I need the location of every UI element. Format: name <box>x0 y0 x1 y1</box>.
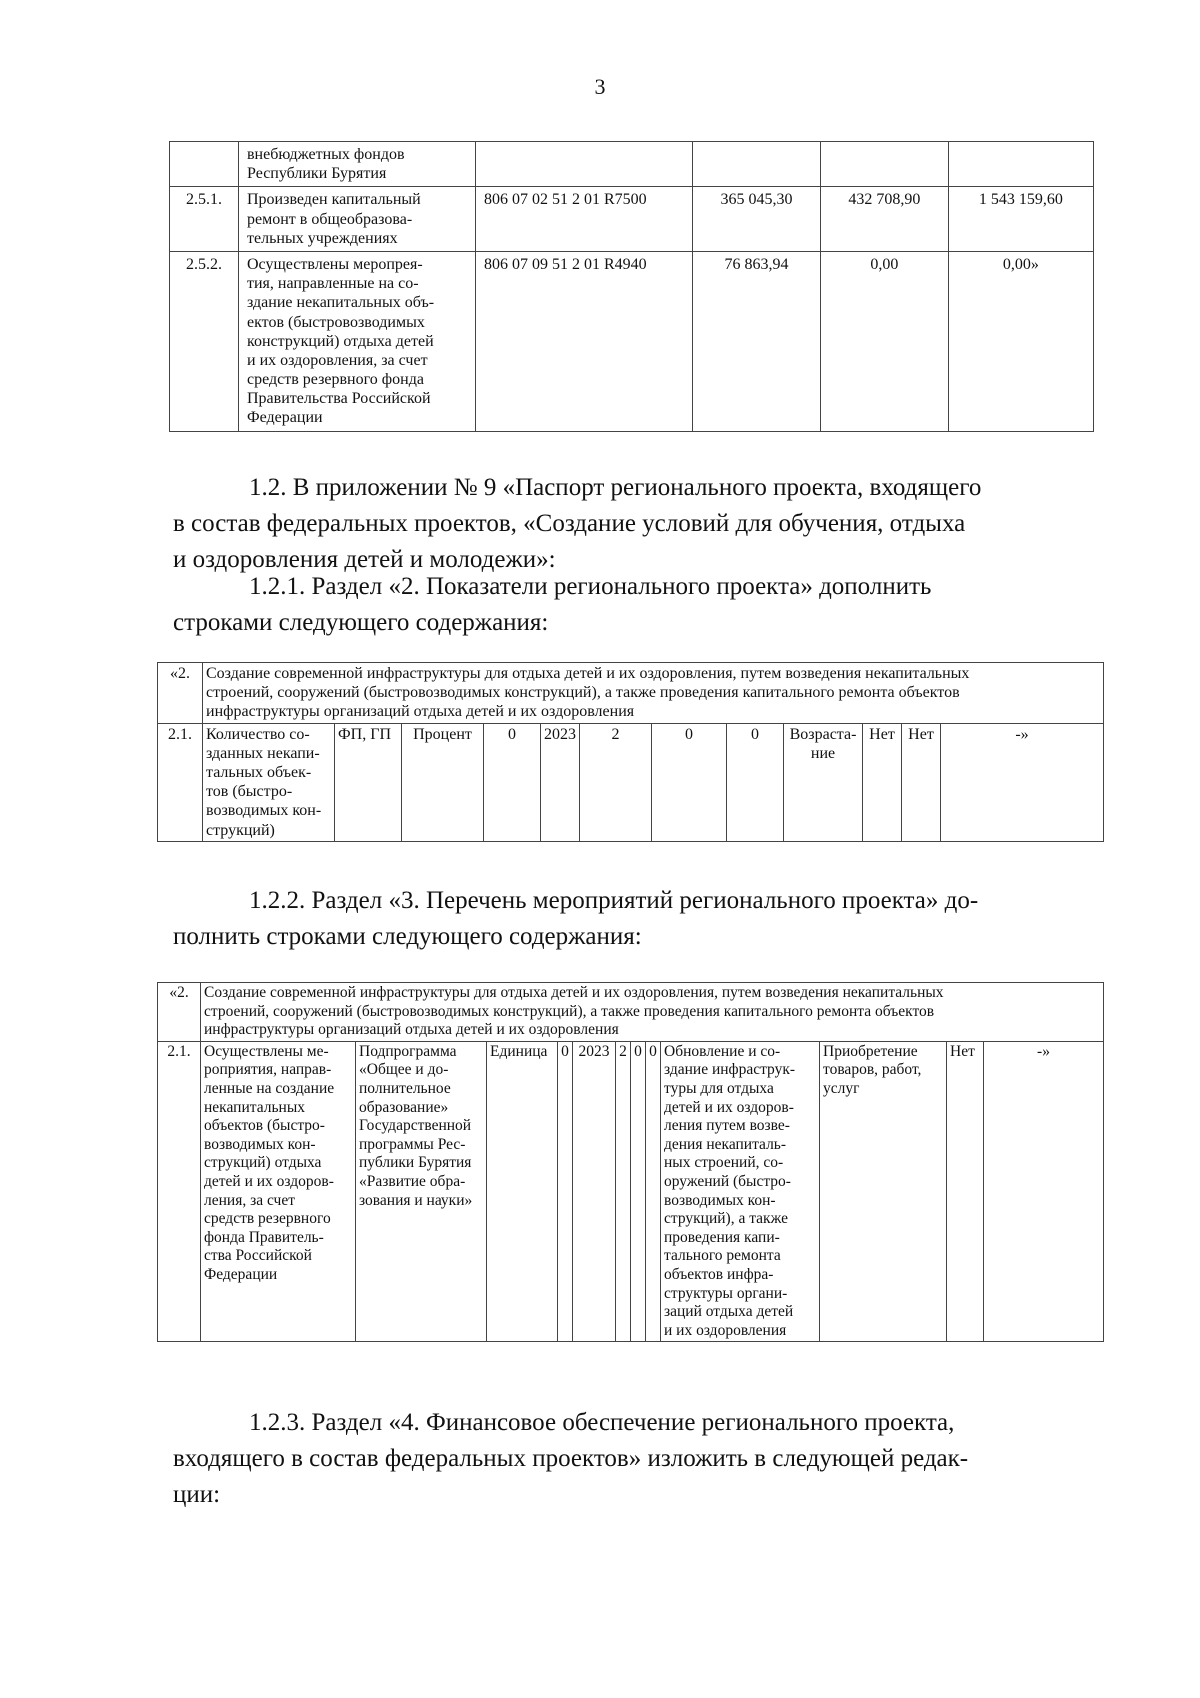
cell-line: здание некапитальных объ- <box>247 294 435 312</box>
flag-cell: Нет <box>947 1041 984 1342</box>
cell-line: возводимых кон- <box>664 1191 776 1209</box>
trend-cell <box>784 723 863 841</box>
cell-line: ние <box>810 744 836 762</box>
paragraph-1-2 <box>173 470 1093 578</box>
cell-line: Подпрограмма <box>359 1042 457 1060</box>
cell-line: струкций) <box>206 821 275 839</box>
cell-line: структуры органи- <box>664 1284 788 1302</box>
cell-line: Федерации <box>204 1265 278 1283</box>
activity-name <box>201 1041 356 1342</box>
cell-line: возводимых кон- <box>204 1135 316 1153</box>
value-cell: 2 <box>580 723 652 841</box>
cell-line: Осуществлены меропрея- <box>247 255 423 273</box>
cell-line: ремонт в общеобразова- <box>247 210 413 228</box>
value-cell <box>693 142 821 187</box>
cell-line: Правительства Российской <box>247 390 431 408</box>
cell-line: струкций) отдыха <box>204 1154 322 1172</box>
finance-table <box>169 141 1094 432</box>
value-cell: 0 <box>652 723 727 841</box>
paragraph-line: 1.2. В приложении № 9 «Паспорт регионального проекта, входящего <box>249 474 982 501</box>
cell-line: программы Рес- <box>359 1135 466 1153</box>
row-number: 2.5.1. <box>170 187 239 252</box>
cell-line: детей и их оздоров- <box>664 1098 794 1116</box>
cell-line: туры для отдыха <box>664 1079 774 1097</box>
indicator-name <box>203 723 335 841</box>
cell-line: и их оздоровления <box>664 1321 787 1339</box>
cell-line: ства Российской <box>204 1247 312 1265</box>
cell-line: ленные на создание <box>204 1079 335 1097</box>
cell-line: средств резервного <box>204 1210 331 1228</box>
end-cell: -» <box>984 1041 1104 1342</box>
cell-line: «Общее и до- <box>359 1061 449 1079</box>
cell-line: конструкций) отдыха детей <box>247 332 434 350</box>
cell-line: тальных объек- <box>206 763 312 781</box>
budget-code: 806 07 02 51 2 01 R7500 <box>476 187 693 252</box>
cell-line: ления, за счет <box>204 1191 295 1209</box>
cell-line: заций отдыха детей <box>664 1303 794 1321</box>
type-cell <box>820 1041 947 1342</box>
cell-line: объектов (быстро- <box>204 1117 325 1135</box>
base-year: 2023 <box>573 1041 616 1342</box>
cell-line: публики Бурятия <box>359 1154 472 1172</box>
activities-table <box>157 982 1104 1342</box>
paragraph-line: полнить строками следующего содержания: <box>173 923 642 950</box>
paragraph-line: 1.2.2. Раздел «3. Перечень мероприятий регионального проекта» до- <box>249 887 979 914</box>
cell-line: Произведен капитальный <box>247 191 421 209</box>
cell-line: товаров, работ, <box>823 1061 922 1079</box>
value-cell: 432 708,90 <box>820 187 948 252</box>
value-cell: 76 863,94 <box>693 251 821 431</box>
cell-line: полнительное <box>359 1079 451 1097</box>
cell-line: Осуществлены ме- <box>204 1042 329 1060</box>
cell-line: строений, сооружений (быстровозводимых конструкций), а также проведения капитального ремонта объектов <box>204 1002 935 1020</box>
cell-line: здание инфраструк- <box>664 1061 796 1079</box>
value-cell: 2 <box>616 1041 631 1342</box>
cell-line: тия, направленные на со- <box>247 275 419 293</box>
cell-line: возводимых кон- <box>206 802 322 820</box>
value-cell <box>820 142 948 187</box>
row-number: 2.1. <box>158 1041 201 1342</box>
cell-line: ления путем возве- <box>664 1117 790 1135</box>
cell-line: средств резервного фонда <box>247 371 424 389</box>
cell-line: и их оздоровления, за счет <box>247 351 428 369</box>
end-cell: -» <box>941 723 1104 841</box>
base-year: 2023 <box>541 723 580 841</box>
cell-line: образование» <box>359 1098 449 1116</box>
row-name <box>239 142 476 187</box>
cell-line: Создание современной инфраструктуры для отдыха детей и их оздоровления, путем возведения некапитальных <box>204 984 944 1001</box>
row-number: 2.5.2. <box>170 251 239 431</box>
value-cell: 0 <box>727 723 784 841</box>
cell-line: инфраструктуры организаций отдыха детей и их оздоровления <box>204 1021 619 1039</box>
cell-line: внебюджетных фондов <box>247 146 405 163</box>
base-value: 0 <box>558 1041 573 1342</box>
cell-line: тов (быстро- <box>206 783 293 801</box>
paragraph-1-2-1 <box>173 569 1093 641</box>
cell-line: ектов (быстровозводимых <box>247 313 425 331</box>
table-row <box>158 723 1104 841</box>
row-name <box>239 187 476 252</box>
indicators-table <box>157 662 1104 842</box>
paragraph-line: 1.2.3. Раздел «4. Финансовое обеспечение регионального проекта, <box>249 1409 955 1436</box>
flag-cell: Нет <box>902 723 941 841</box>
cell-line: тального ремонта <box>664 1247 781 1265</box>
cell-line: некапитальных <box>204 1098 305 1116</box>
cell-line: проведения капи- <box>664 1228 780 1246</box>
paragraph-1-2-3 <box>173 1405 1093 1513</box>
value-cell <box>948 142 1093 187</box>
cell-line: детей и их оздоров- <box>204 1172 334 1190</box>
value-cell: 0 <box>646 1041 661 1342</box>
paragraph-line: строками следующего содержания: <box>173 609 549 636</box>
value-cell: 365 045,30 <box>693 187 821 252</box>
table-row <box>158 983 1104 1042</box>
unit-cell: Единица <box>487 1041 558 1342</box>
value-cell: 0,00 <box>820 251 948 431</box>
flag-cell: Нет <box>863 723 902 841</box>
table-row <box>158 663 1104 724</box>
characteristic-cell <box>661 1041 820 1342</box>
table-row <box>170 187 1094 252</box>
budget-code: 806 07 09 51 2 01 R4940 <box>476 251 693 431</box>
cell-line: Федерации <box>247 409 323 427</box>
section-title <box>203 663 1104 724</box>
cell-line: роприятия, направ- <box>204 1061 332 1079</box>
cell-line: Количество со- <box>206 725 310 743</box>
cell-line: строений, сооружений (быстровозводимых конструкций), а также проведения капитального ремонта объектов <box>206 684 960 702</box>
cell-line: дения некапиталь- <box>664 1135 787 1153</box>
row-name <box>239 251 476 431</box>
cell-line: струкций), а также <box>664 1210 788 1228</box>
program-cell <box>356 1041 487 1342</box>
cell-line: услуг <box>823 1079 860 1097</box>
cell-line: Создание современной инфраструктуры для отдыха детей и их оздоровления, путем возведения некапитальных <box>206 665 970 682</box>
table-row <box>170 251 1094 431</box>
page-number: 3 <box>594 74 606 99</box>
cell-line: зования и науки» <box>359 1191 473 1209</box>
paragraph-1-2-2 <box>173 883 1093 955</box>
cell-line: «Развитие обра- <box>359 1172 466 1190</box>
paragraph-line: входящего в состав федеральных проектов» изложить в следующей редак- <box>173 1445 969 1472</box>
cell-line: ных строений, со- <box>664 1154 784 1172</box>
section-number: «2. <box>158 983 201 1042</box>
indicator-unit: Процент <box>402 723 484 841</box>
paragraph-line: в состав федеральных проектов, «Создание условий для обучения, отдыха <box>173 510 966 537</box>
cell-line: Приобретение <box>823 1042 918 1060</box>
cell-line: Государственной <box>359 1117 472 1135</box>
section-number: «2. <box>158 663 203 724</box>
cell-line: тельных учреждениях <box>247 229 398 247</box>
indicator-level: ФП, ГП <box>335 723 402 841</box>
value-cell: 1 543 159,60 <box>948 187 1093 252</box>
cell-line: зданных некапи- <box>206 744 320 762</box>
cell-line: Возраста- <box>789 725 857 743</box>
row-number <box>170 142 239 187</box>
cell-line: фонда Правитель- <box>204 1228 324 1246</box>
budget-code <box>476 142 693 187</box>
cell-line: Обновление и со- <box>664 1042 781 1060</box>
value-cell: 0,00» <box>948 251 1093 431</box>
cell-line: Республики Бурятия <box>247 165 387 183</box>
row-number: 2.1. <box>158 723 203 841</box>
paragraph-line: 1.2.1. Раздел «2. Показатели регионального проекта» дополнить <box>249 573 932 600</box>
paragraph-line: ции: <box>173 1481 221 1508</box>
table-row <box>158 1041 1104 1342</box>
table-row <box>170 142 1094 187</box>
cell-line: объектов инфра- <box>664 1265 774 1283</box>
cell-line: инфраструктуры организаций отдыха детей и их оздоровления <box>206 703 635 721</box>
base-value: 0 <box>484 723 541 841</box>
cell-line: оружений (быстро- <box>664 1172 791 1190</box>
value-cell: 0 <box>631 1041 646 1342</box>
section-title <box>201 983 1104 1042</box>
paragraph-line: и оздоровления детей и молодежи»: <box>173 546 556 573</box>
